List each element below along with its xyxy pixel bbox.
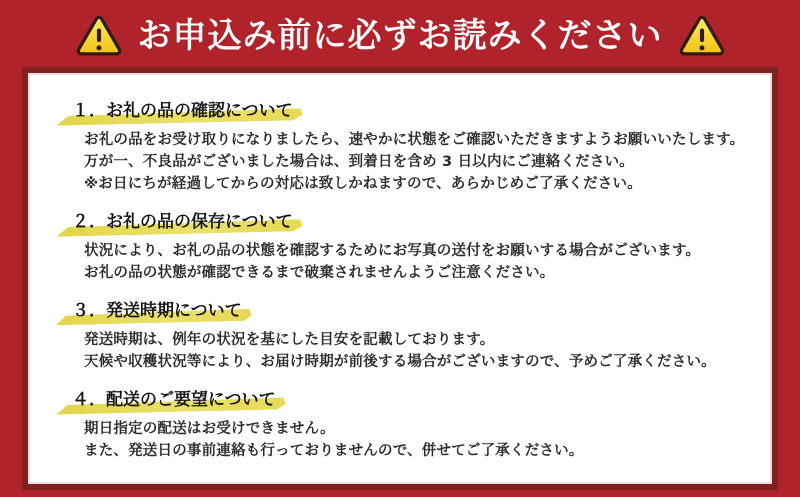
header [0,0,800,72]
notice-section [30,301,748,373]
heading-highlight: ２．お礼の品の保存について [70,212,297,233]
section-heading [70,101,748,122]
section-line: 天候や収穫状況等により、お届け時期が前後する場合がございますので、予めご了承ください。 [84,354,716,370]
section-line: お礼の品をお受け取りになりましたら、速やかに状態をご確認いただきますようお願いいたします。 [84,132,745,148]
page-title: お申込み前に必ずお読みください [137,16,663,56]
warning-triangle-icon [679,15,725,57]
notice-section [30,212,748,284]
notice-section [30,101,748,195]
heading-highlight: １．お礼の品の確認について [70,101,297,122]
section-line: お礼の品の状態が確認できるまで破棄されませんようご注意ください。 [84,265,555,281]
notice-section [30,390,748,462]
heading-highlight: ３．発送時期について [70,301,246,322]
section-line: 発送時期は、例年の状況を基にした目安を記載しております。 [84,332,495,348]
notice-card [30,75,770,482]
section-line: また、発送日の事前連絡も行っておりませんので、併せてご了承ください。 [84,443,584,459]
section-heading [70,390,748,411]
section-heading [70,301,748,322]
warning-triangle-icon [76,15,122,57]
heading-highlight: ４．配送のご要望について [70,390,280,411]
section-line: 期日指定の配送はお受けできません。 [84,421,335,437]
section-line: 万が一、不良品がございました場合は、到着日を含め 3 日以内にご連絡ください。 [84,154,634,170]
section-line: 状況により、お礼の品の状態を確認するためにお写真の送付をお願いする場合がございます。 [84,243,701,259]
section-line: ※お日にちが経過してからの対応は致しかねますので、あらかじめご了承ください。 [84,176,642,192]
section-heading [70,212,748,233]
